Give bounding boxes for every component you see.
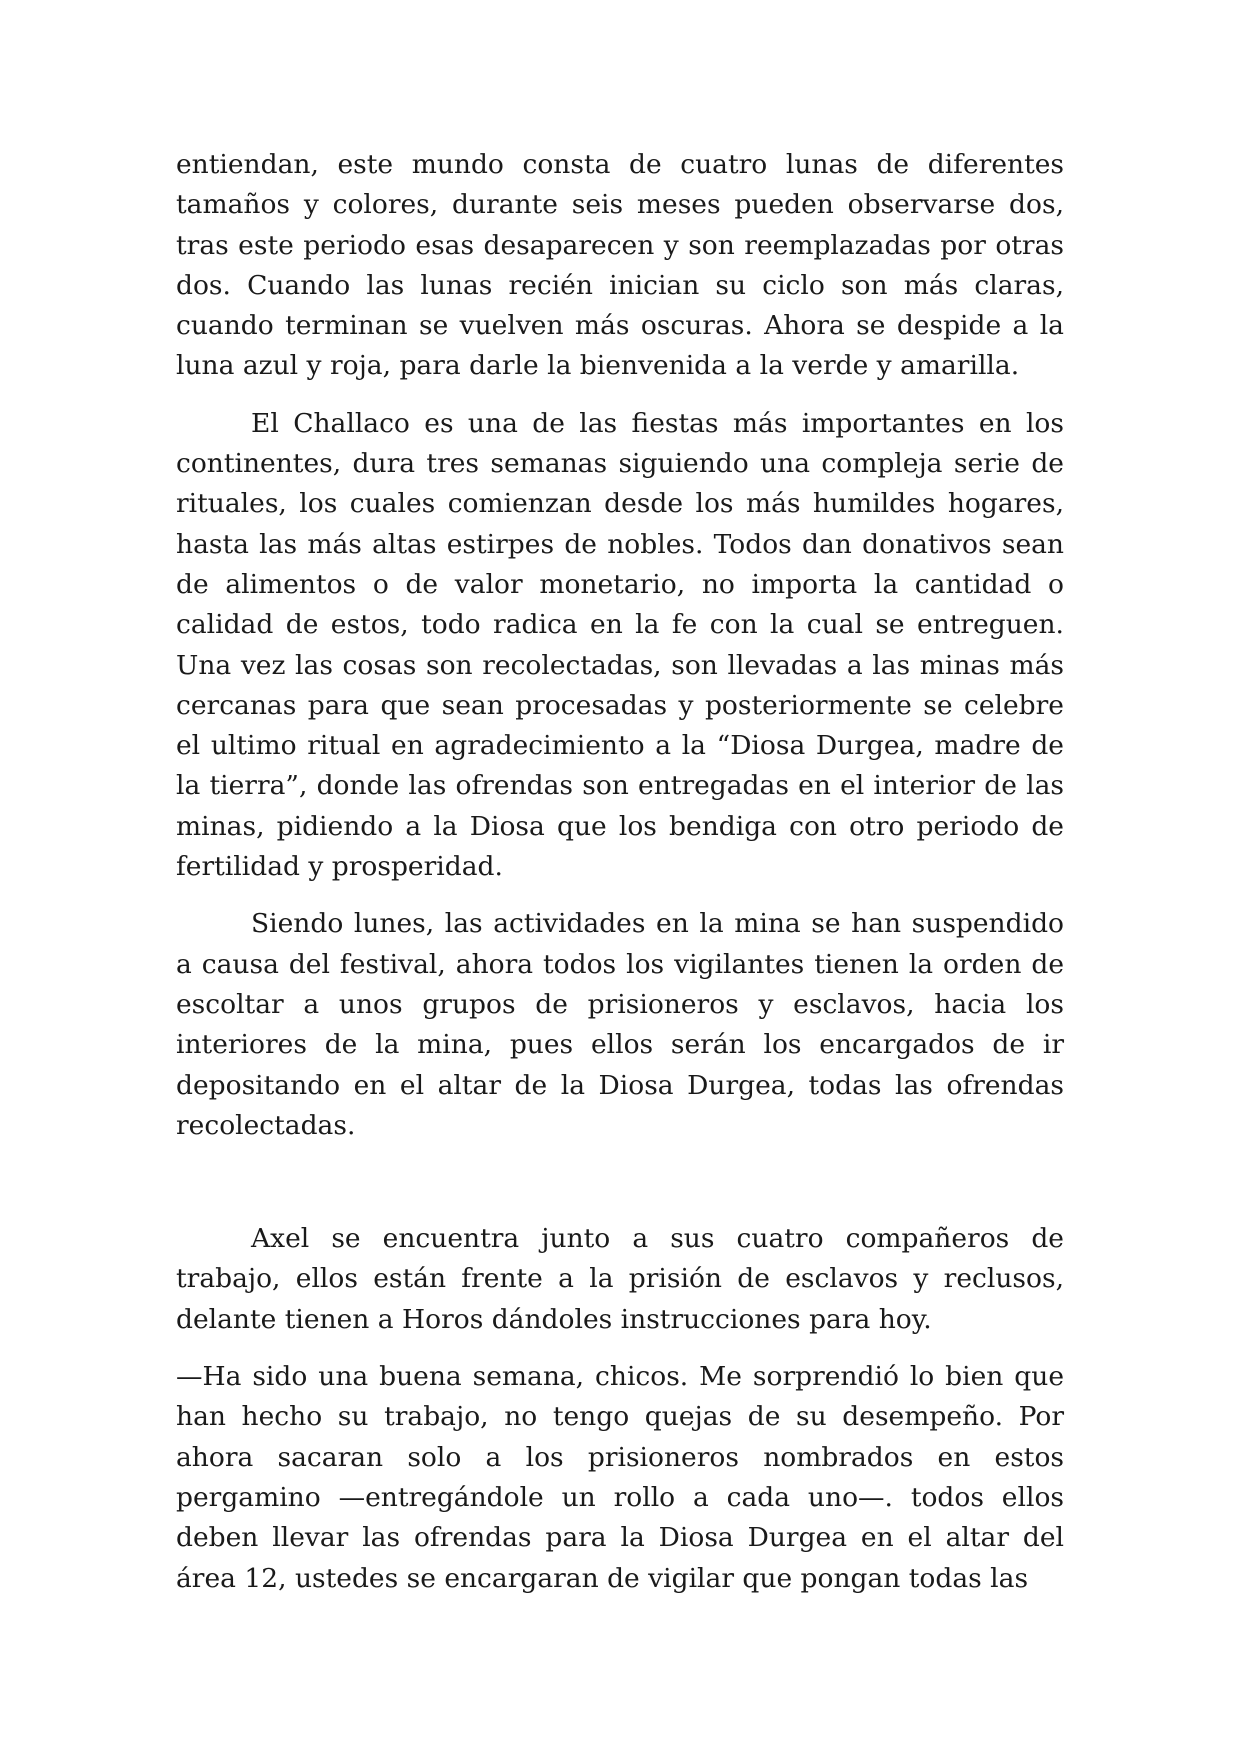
- paragraph-dialogue-horos: —Ha sido una buena semana, chicos. Me sorprendió lo bien que han hecho su trabajo, no tengo quejas de su desempeño. Por ahora sacaran solo a los prisioneros nombrados en estos pergamino —entregándole un rollo a cada uno—. todos ellos deben llevar las ofrendas para la Diosa Durgea en el altar del área 12, ustedes se encargaran de vigilar que pongan todas las: [176, 1361, 1064, 1594]
- paragraph-lunes-festival: Siendo lunes, las actividades en la mina se han suspendido a causa del festival, ahora todos los vigilantes tienen la orden de escoltar a unos grupos de prisioneros y esclavos, hacia los interiores de la mina, pues ellos serán los encargados de ir depositando en el altar de la Diosa Durgea, todas las ofrendas recolectadas.: [176, 908, 1064, 1141]
- paragraph-challaco: El Challaco es una de las fiestas más importantes en los continentes, dura tres semanas siguiendo una compleja serie de rituales, los cuales comienzan desde los más humildes hogares, hasta las más altas estirpes de nobles. Todos dan donativos sean de alimentos o de valor monetario, no importa la cantidad o calidad de estos, todo radica en la fe con la cual se entreguen. Una vez las cosas son recolectadas, son llevadas a las minas más cercanas para que sean procesadas y posteriormente se celebre el ultimo ritual en agradecimiento a la “Diosa Durgea, madre de la tierra”, donde las ofrendas son entregadas en el interior de las minas, pidiendo a la Diosa que los bendiga con otro periodo de fertilidad y prosperidad.: [176, 407, 1064, 883]
- page-text-body: [176, 145, 1064, 1616]
- paragraph-axel: Axel se encuentra junto a sus cuatro compañeros de trabajo, ellos están frente a la prisión de esclavos y reclusos, delante tienen a Horos dándoles instrucciones para hoy.: [176, 1223, 1064, 1335]
- paragraph-lunas: entiendan, este mundo consta de cuatro lunas de diferentes tamaños y colores, durante seis meses pueden observarse dos, tras este periodo esas desaparecen y son reemplazadas por otras dos. Cuando las lunas recién inician su ciclo son más claras, cuando terminan se vuelven más oscuras. Ahora se despide a la luna azul y roja, para darle la bienvenida a la verde y amarilla.: [176, 149, 1064, 382]
